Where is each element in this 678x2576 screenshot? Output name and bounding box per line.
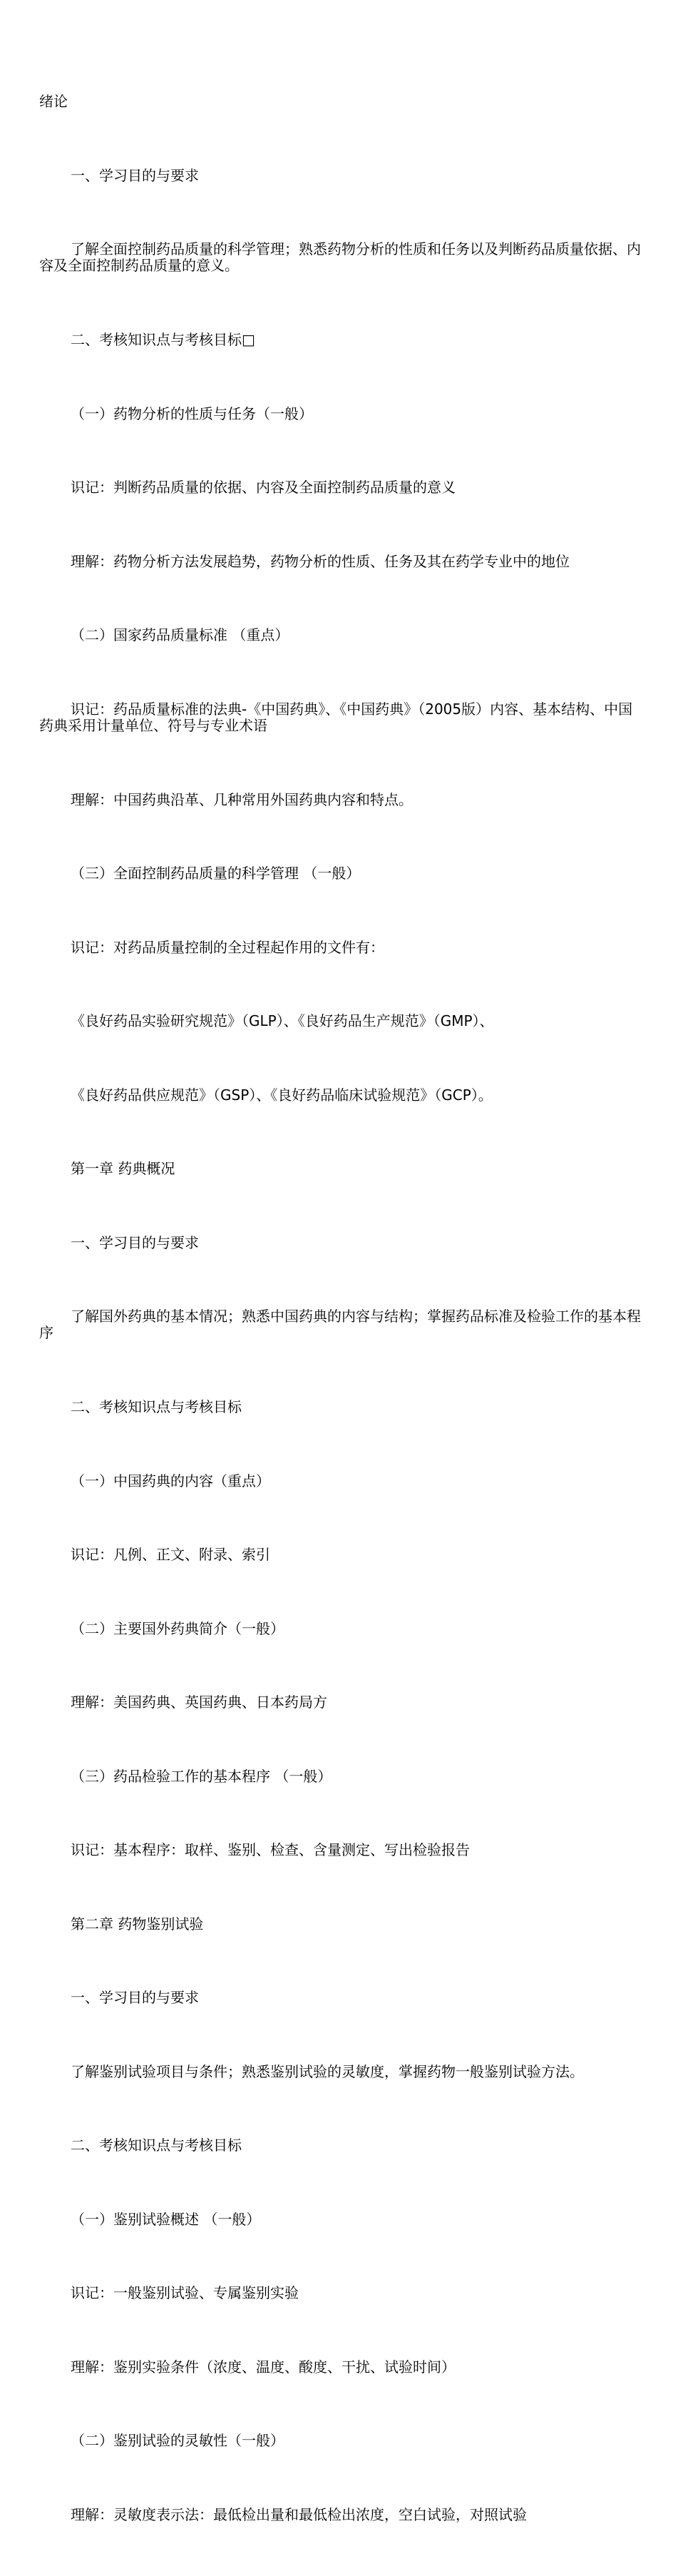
- subsection-heading: （二）主要国外药典简介（一般）: [71, 1619, 284, 1637]
- paragraph: 识记：药品质量标准的法典-《中国药典》、《中国药典》（2005版）内容、基本结构、中国药典采用计量单位、符号与专业术语: [39, 700, 633, 734]
- paragraph: 理解：中国药典沿革、几种常用外国药典内容和特点。: [71, 790, 413, 808]
- section-heading: 一、学习目的与要求: [71, 1989, 199, 2006]
- subsection-heading: （一）鉴别试验概述 （一般）: [71, 2210, 261, 2228]
- paragraph: 理解：美国药典、英国药典、日本药局方: [71, 1694, 327, 1711]
- document-body: [39, 40, 642, 2576]
- paragraph: 《良好药品供应规范》（GSP）、《良好药品临床试验规范》（GCP）。: [71, 1086, 493, 1104]
- subsection-heading: （二）鉴别试验的灵敏性（一般）: [71, 2432, 284, 2449]
- paragraph: 识记：基本程序：取样、鉴别、检查、含量测定、写出检验报告: [71, 1841, 470, 1858]
- paragraph: 识记：一般鉴别试验、专属鉴别实验: [71, 2284, 299, 2301]
- section-heading: 二、考核知识点与考核目标: [71, 1398, 242, 1415]
- chapter-heading: 第一章 药典概况: [71, 1160, 175, 1177]
- paragraph: 识记：对药品质量控制的全过程起作用的文件有：: [71, 938, 384, 956]
- subsection-heading: （三）全面控制药品质量的科学管理 （一般）: [71, 865, 361, 882]
- paragraph: 了解全面控制药品质量的科学管理；熟悉药物分析的性质和任务以及判断药品质量依据、内容及全面控制药品质量的意义。: [39, 240, 641, 274]
- subsection-heading: （三）药品检验工作的基本程序 （一般）: [71, 1767, 332, 1785]
- subsection-heading: （一）药物分析的性质与任务（一般）: [71, 404, 313, 422]
- paragraph: 识记：判断药品质量的依据、内容及全面控制药品质量的意义: [71, 479, 456, 496]
- paragraph: 识记：凡例、正文、附录、索引: [71, 1546, 270, 1563]
- subsection-heading: （二）国家药品质量标准 （重点）: [71, 626, 289, 643]
- section-heading: 一、学习目的与要求: [71, 1233, 199, 1251]
- section-heading: 二、考核知识点与考核目标□: [71, 331, 255, 348]
- chapter-heading: 第二章 药物鉴别试验: [71, 1915, 204, 1933]
- heading-introduction: 绪论: [39, 93, 68, 110]
- section-heading: 一、学习目的与要求: [71, 166, 199, 184]
- paragraph: 理解：灵敏度表示法：最低检出量和最低检出浓度，空白试验，对照试验: [71, 2505, 527, 2523]
- paragraph: 了解国外药典的基本情况；熟悉中国药典的内容与结构；掌握药品标准及检验工作的基本程序: [39, 1308, 641, 1341]
- paragraph: 理解：鉴别实验条件（浓度、温度、酸度、干扰、试验时间）: [71, 2358, 456, 2376]
- paragraph: 《良好药品实验研究规范》（GLP）、《良好药品生产规范》（GMP）、: [71, 1012, 494, 1029]
- subsection-heading: （一）中国药典的内容（重点）: [71, 1472, 270, 1490]
- section-heading: 二、考核知识点与考核目标: [71, 2137, 242, 2154]
- paragraph: 了解鉴别试验项目与条件；熟悉鉴别试验的灵敏度，掌握药物一般鉴别试验方法。: [71, 2062, 584, 2080]
- paragraph: 理解：药物分析方法发展趋势，药物分析的性质、任务及其在药学专业中的地位: [71, 552, 570, 570]
